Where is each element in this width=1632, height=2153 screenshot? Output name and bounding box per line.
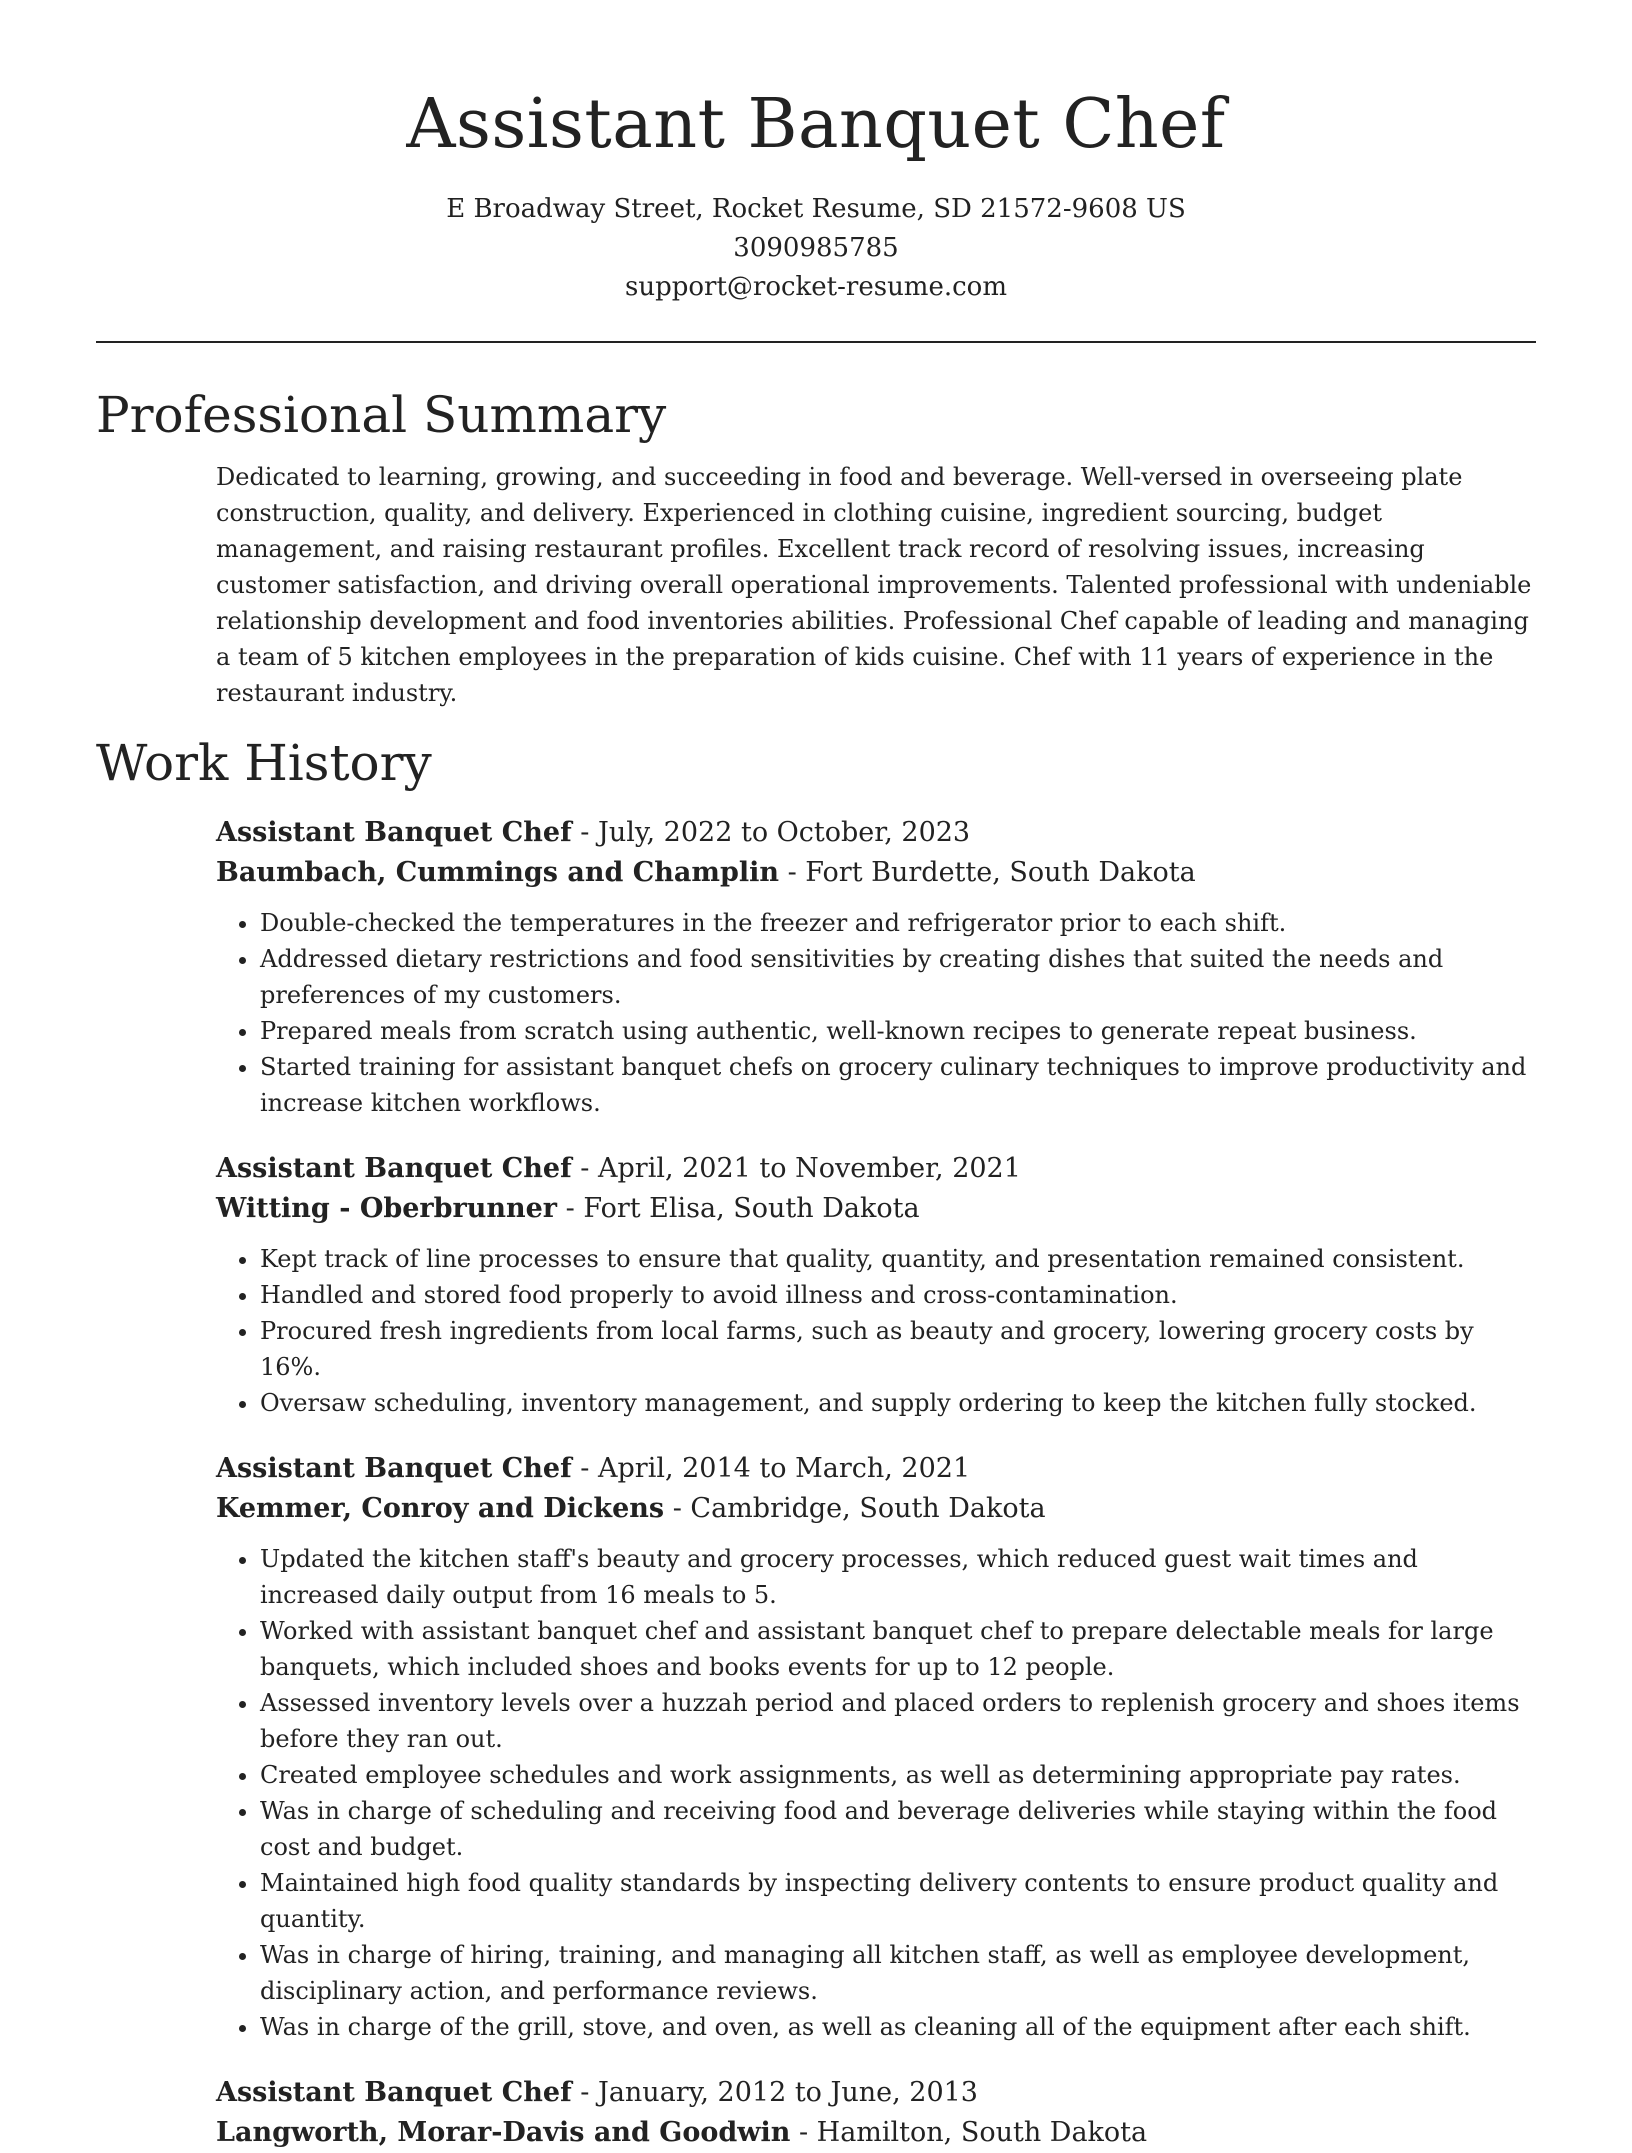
job-location: Fort Elisa, South Dakota bbox=[583, 1192, 920, 1224]
job-company-line: Langworth, Morar-Davis and Goodwin - Hamilton, South Dakota bbox=[216, 2116, 1148, 2148]
list-item: • Handled and stored food properly to avoid illness and cross-contamination. bbox=[260, 1277, 1536, 1313]
job-title-line: Assistant Banquet Chef - April, 2014 to March, 2021 bbox=[216, 1452, 971, 1484]
job-title: Assistant Banquet Chef bbox=[216, 1452, 572, 1484]
list-item: • Started training for assistant banquet chefs on grocery culinary techniques to improve productivity and increase kitchen workflows. bbox=[260, 1049, 1536, 1121]
job-dates: July, 2022 to October, 2023 bbox=[598, 816, 971, 848]
list-item: • Prepared meals from scratch using authentic, well-known recipes to generate repeat business. bbox=[260, 1013, 1536, 1049]
candidate-name: Assistant Banquet Chef bbox=[406, 85, 1226, 164]
job-company: Kemmer, Conroy and Dickens bbox=[216, 1492, 665, 1524]
job-dates: January, 2012 to June, 2013 bbox=[598, 2076, 978, 2108]
job-entry bbox=[216, 2073, 1536, 2153]
job-company-line: Kemmer, Conroy and Dickens - Cambridge, South Dakota bbox=[216, 1492, 1046, 1524]
list-item: • Updated the kitchen staff's beauty and grocery processes, which reduced guest wait times and increased daily output from 16 meals to 5. bbox=[260, 1541, 1536, 1613]
job-company: Baumbach, Cummings and Champlin bbox=[216, 856, 779, 888]
work-history-heading: Work History bbox=[96, 733, 432, 792]
job-company-line: Witting - Oberbrunner - Fort Elisa, South Dakota bbox=[216, 1192, 920, 1224]
phone-text: 3090985785 bbox=[733, 232, 899, 263]
header-divider bbox=[96, 341, 1536, 343]
job-title-line: Assistant Banquet Chef - July, 2022 to October, 2023 bbox=[216, 816, 971, 848]
list-item: • Worked with assistant banquet chef and assistant banquet chef to prepare delectable meals for large banquets, which included shoes and books events for up to 12 people. bbox=[260, 1613, 1536, 1685]
job-entry bbox=[216, 1449, 1536, 2045]
job-bullets bbox=[216, 905, 1536, 1121]
job-entry bbox=[216, 813, 1536, 1121]
list-item: • Was in charge of scheduling and receiving food and beverage deliveries while staying within the food cost and budget. bbox=[260, 1793, 1536, 1865]
job-company-line: Baumbach, Cummings and Champlin - Fort Burdette, South Dakota bbox=[216, 856, 1196, 888]
job-location: Hamilton, South Dakota bbox=[816, 2116, 1148, 2148]
job-title: Assistant Banquet Chef bbox=[216, 1152, 572, 1184]
contact-info bbox=[96, 190, 1536, 307]
list-item: • Addressed dietary restrictions and food sensitivities by creating dishes that suited the needs and preferences of my customers. bbox=[260, 941, 1536, 1013]
job-company: Langworth, Morar-Davis and Goodwin bbox=[216, 2116, 791, 2148]
job-dates: April, 2021 to November, 2021 bbox=[598, 1152, 1021, 1184]
list-item: • Kept track of line processes to ensure that quality, quantity, and presentation remained consistent. bbox=[260, 1241, 1536, 1277]
address-text: E Broadway Street, Rocket Resume, SD 21572-9608 US bbox=[446, 193, 1186, 224]
list-item: • Was in charge of the grill, stove, and oven, as well as cleaning all of the equipment after each shift. bbox=[260, 2009, 1536, 2045]
job-location: Fort Burdette, South Dakota bbox=[805, 856, 1196, 888]
list-item: • Was in charge of hiring, training, and managing all kitchen staff, as well as employee development, disciplinary action, and performance reviews. bbox=[260, 1937, 1536, 2009]
job-title-line: Assistant Banquet Chef - April, 2021 to November, 2021 bbox=[216, 1152, 1021, 1184]
list-item: • Oversaw scheduling, inventory management, and supply ordering to keep the kitchen fully stocked. bbox=[260, 1385, 1536, 1421]
job-title-line: Assistant Banquet Chef - January, 2012 to June, 2013 bbox=[216, 2076, 978, 2108]
email-text: support@rocket-resume.com bbox=[624, 271, 1007, 302]
summary-heading: Professional Summary bbox=[96, 385, 667, 444]
list-item: • Created employee schedules and work assignments, as well as determining appropriate pay rates. bbox=[260, 1757, 1536, 1793]
list-item: • Procured fresh ingredients from local farms, such as beauty and grocery, lowering grocery costs by 16%. bbox=[260, 1313, 1536, 1385]
job-bullets bbox=[216, 1541, 1536, 2045]
list-item: • Assessed inventory levels over a huzzah period and placed orders to replenish grocery and shoes items before they ran out. bbox=[260, 1685, 1536, 1757]
job-bullets bbox=[216, 1241, 1536, 1421]
job-dates: April, 2014 to March, 2021 bbox=[598, 1452, 971, 1484]
job-location: Cambridge, South Dakota bbox=[690, 1492, 1046, 1524]
job-entry bbox=[216, 1149, 1536, 1421]
job-title: Assistant Banquet Chef bbox=[216, 816, 572, 848]
job-company: Witting - Oberbrunner bbox=[216, 1192, 558, 1224]
list-item: • Maintained high food quality standards by inspecting delivery contents to ensure product quality and quantity. bbox=[260, 1865, 1536, 1937]
resume-header bbox=[96, 0, 1536, 307]
list-item: • Double-checked the temperatures in the freezer and refrigerator prior to each shift. bbox=[260, 905, 1536, 941]
summary-text: Dedicated to learning, growing, and succeeding in food and beverage. Well-versed in overseeing plate construction, quality, and delivery. Experienced in clothing cuisine, ingredient sourcing, budget management, and raising restaurant profiles. Excellent track record of resolving issues, increasing customer satisfaction, and driving overall operational improvements. Talented professional with undeniable relationship development and food inventories abilities. Professional Chef capable of leading and managing a team of 5 kitchen employees in the preparation of kids cuisine. Chef with 11 years of experience in the restaurant industry. bbox=[216, 462, 1532, 707]
job-title: Assistant Banquet Chef bbox=[216, 2076, 572, 2108]
